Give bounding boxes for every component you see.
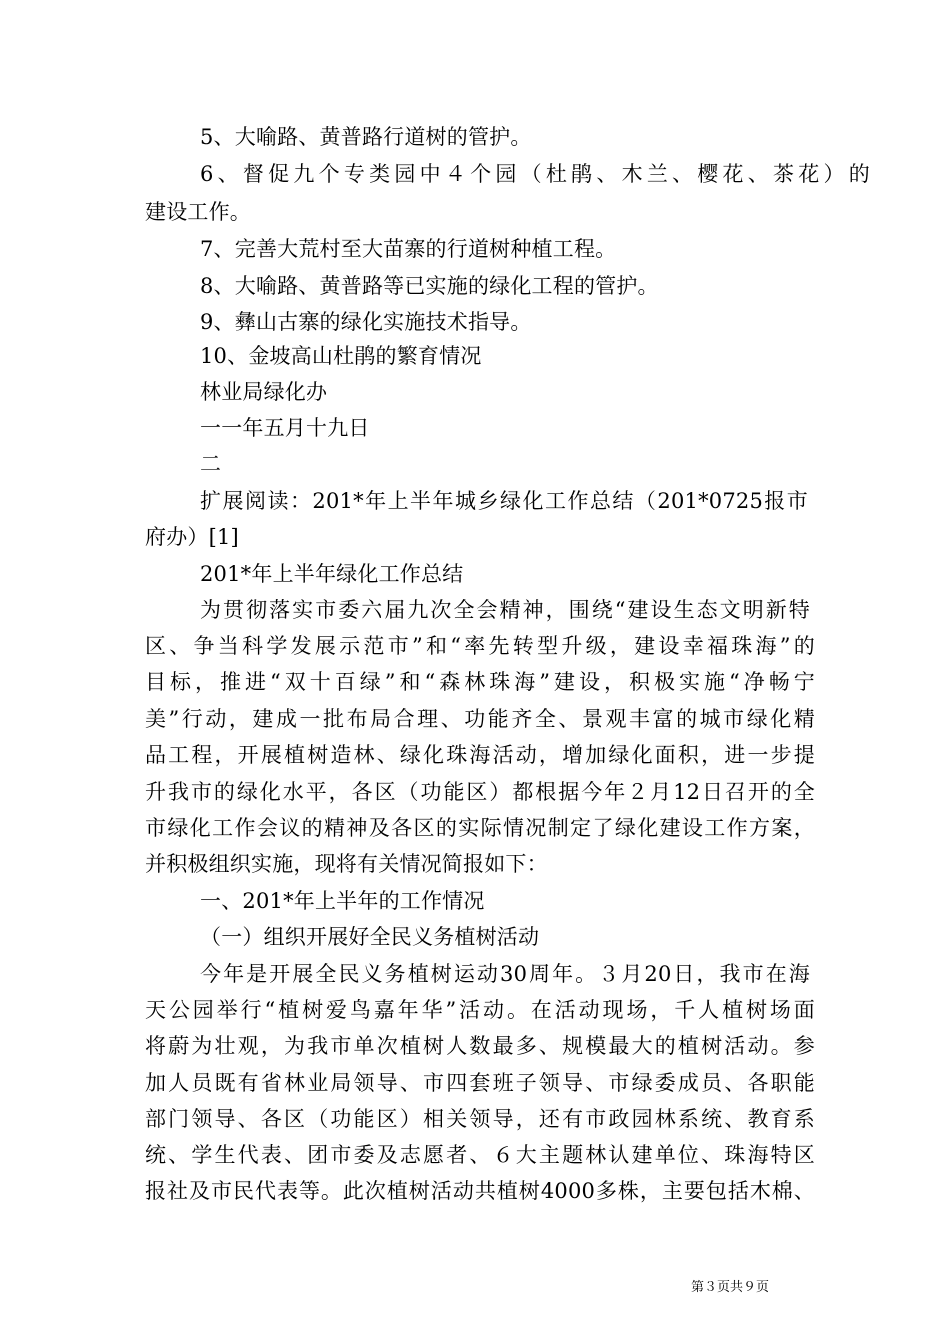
text-line: 7、完善大荒村至大苗寨的行道树种植工程。 (200, 237, 617, 261)
text-line: 林业局绿化办 (200, 380, 328, 404)
text-line: 报社及市民代表等。此次植树活动共植树4000多株，主要包括木棉、 (145, 1179, 815, 1203)
text-line: 品工程，开展植树造林、绿化珠海活动，增加绿化面积，进一步提 (145, 743, 815, 767)
text-line: 一一年五月十九日 (200, 416, 370, 440)
text-line: 美”行动，建成一批布局合理、功能齐全、景观丰富的城市绿化精 (145, 707, 815, 731)
text-line: 天公园举行“植树爱鸟嘉年华”活动。在活动现场，千人植树场面 (145, 998, 815, 1022)
text-line: 今年是开展全民义务植树运动30周年。３月20日，我市在海 (200, 962, 810, 986)
text-line: 201*年上半年绿化工作总结 (200, 562, 464, 586)
text-line: 9、彝山古寨的绿化实施技术指导。 (200, 310, 532, 334)
text-line: 目标，推进“双十百绿”和“森林珠海”建设，积极实施“净畅宁 (145, 670, 815, 694)
text-line: 加人员既有省林业局领导、市四套班子领导、市绿委成员、各职能 (145, 1071, 815, 1095)
text-line: 部门领导、各区（功能区）相关领导，还有市政园林系统、教育系 (145, 1107, 815, 1131)
text-line: 扩展阅读：201*年上半年城乡绿化工作总结（201*0725报市 (200, 489, 808, 513)
page-number: 第３页共９页 (690, 1280, 769, 1295)
text-line: 府办）[1] (145, 525, 239, 549)
text-line: 升我市的绿化水平，各区（功能区）都根据今年２月12日召开的全 (145, 780, 815, 804)
text-line: 8、大喻路、黄普路等已实施的绿化工程的管护。 (200, 274, 659, 298)
subsection-heading: （一）组织开展好全民义务植树活动 (200, 925, 540, 949)
text-line: 统、学生代表、团市委及志愿者、６大主题林认建单位、珠海特区 (145, 1143, 815, 1167)
text-line: 将蔚为壮观，为我市单次植树人数最多、规模最大的植树活动。参 (145, 1034, 815, 1058)
text-line: 6、督促九个专类园中４个园（杜鹃、木兰、樱花、茶花）的 (200, 162, 870, 186)
text-line: 区、争当科学发展示范市”和“率先转型升级，建设幸福珠海”的 (145, 634, 815, 658)
text-line: 市绿化工作会议的精神及各区的实际情况制定了绿化建设工作方案， (145, 816, 815, 840)
text-line: 并积极组织实施，现将有关情况简报如下： (145, 852, 548, 876)
text-line: 建设工作。 (145, 200, 251, 224)
text-line: 为贯彻落实市委六届九次全会精神，围绕“建设生态文明新特 (200, 598, 810, 622)
text-line: 5、大喻路、黄普路行道树的管护。 (200, 125, 532, 149)
text-line: 10、金坡高山杜鹃的繁育情况 (200, 344, 482, 368)
section-heading: 一、201*年上半年的工作情况 (200, 889, 485, 913)
text-line: 二 (200, 452, 222, 476)
